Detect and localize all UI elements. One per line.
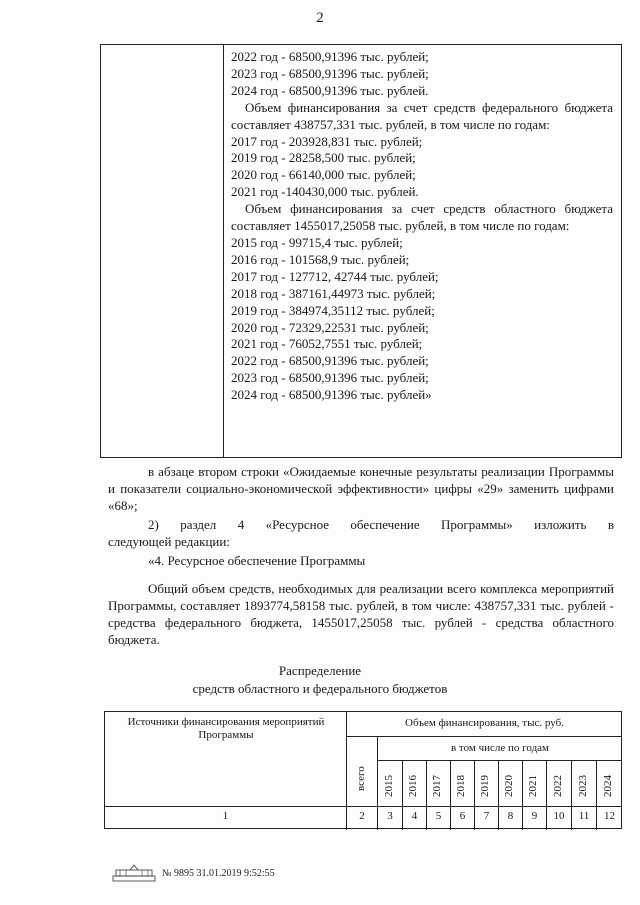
header-year: 2015 — [383, 775, 395, 797]
table-line: 2021 год - 76052,7551 тыс. рублей; — [231, 336, 423, 352]
header-total: всего — [355, 766, 367, 792]
table-line: 2024 год - 68500,91396 тыс. рублей. — [231, 82, 429, 98]
header-year: 2024 — [602, 775, 614, 797]
table-paragraph: Объем финансирования за счет средств областного бюджета составляет 1455017,25058 тыс. рублей, в том числе по годам: — [231, 201, 613, 234]
header-years: в том числе по годам — [450, 742, 550, 754]
column-number: 4 — [411, 810, 418, 822]
header-year: 2017 — [431, 775, 443, 797]
table-line: 2022 год - 68500,91396 тыс. рублей; — [231, 353, 429, 369]
header-year: 2019 — [479, 775, 491, 797]
paragraph-section4 — [108, 516, 614, 550]
distribution-title — [150, 662, 490, 698]
header-sources: Источники финансирования мероприятий Программы — [127, 716, 325, 741]
column-number: 2 — [359, 810, 365, 822]
table-line: 2023 год - 68500,91396 тыс. рублей; — [231, 370, 429, 386]
table-line: 2023 год - 68500,91396 тыс. рублей; — [231, 65, 429, 81]
table-line: 2024 год - 68500,91396 тыс. рублей» — [231, 387, 432, 403]
table-divider — [223, 45, 224, 457]
document-stamp: № 9895 31.01.2019 9:52:55 — [162, 867, 275, 879]
header-year: 2020 — [503, 775, 515, 797]
table-paragraph: Объем финансирования за счет средств федерального бюджета составляет 438757,331 тыс. рублей, в том числе по годам: — [231, 99, 613, 132]
paragraph-results: в абзаце втором строки «Ожидаемые конечные результаты реализации Программы и показатели социально-экономической эффективности» цифры «29» заменить цифрами «68»; — [108, 464, 614, 513]
column-number: 1 — [222, 810, 229, 822]
table-line: 2017 год - 127712, 42744 тыс. рублей; — [231, 268, 439, 284]
column-number: 12 — [604, 810, 615, 822]
header-year: 2021 — [527, 775, 539, 797]
program-passport-table — [100, 44, 622, 458]
header-year: 2023 — [577, 775, 589, 797]
header-year: 2016 — [407, 775, 419, 797]
table-cell-financing — [231, 49, 613, 404]
column-number: 11 — [578, 810, 590, 822]
column-number: 10 — [553, 810, 565, 822]
table-line: 2015 год - 99715,4 тыс. рублей; — [231, 234, 403, 250]
header-year: 2018 — [455, 775, 467, 797]
header-volume: Объем финансирования, тыс. руб. — [405, 717, 564, 729]
paragraph-total-volume: Общий объем средств, необходимых для реализации всего комплекса мероприятий Программы, составляет 1893774,58158 тыс. рублей, в том числе: 438757,331 тыс. рублей - средства федерального бюджета, 1455017,25058 тыс. рублей - средства областного бюджета. — [108, 581, 614, 647]
table-line: 2018 год - 387161,44973 тыс. рублей; — [231, 285, 436, 301]
column-number: 9 — [531, 810, 538, 822]
table-line: 2016 год - 101568,9 тыс. рублей; — [231, 251, 410, 267]
table-line: 2022 год - 68500,91396 тыс. рублей; — [231, 49, 429, 64]
page-number: 2 — [316, 10, 324, 26]
grid-line — [105, 806, 622, 807]
government-logo-icon — [112, 864, 156, 882]
grid-line — [346, 736, 622, 737]
footer — [112, 864, 275, 882]
column-number: 8 — [507, 810, 514, 822]
table-line: 2019 год - 384974,35112 тыс. рублей; — [231, 302, 435, 318]
header-year: 2022 — [552, 775, 564, 797]
table-line: 2020 год - 72329,22531 тыс. рублей; — [231, 319, 429, 335]
column-number: 6 — [459, 810, 466, 822]
section-heading: «4. Ресурсное обеспечение Программы — [148, 553, 366, 568]
table-line: 2017 год - 203928,831 тыс. рублей; — [231, 133, 423, 149]
financing-table — [104, 711, 622, 829]
table-line: 2021 год -140430,000 тыс. рублей. — [231, 184, 419, 200]
column-number: 5 — [435, 810, 442, 822]
distribution-title-line1: Распределение — [278, 663, 362, 678]
grid-line — [377, 760, 622, 761]
paragraph-section4-line2: следующей редакции: — [108, 534, 230, 549]
paragraph-section4-line1: 2) раздел 4 «Ресурсное обеспечение Программы» изложить в — [148, 517, 614, 532]
distribution-title-line2: средств областного и федерального бюджетов — [192, 681, 448, 696]
column-number: 7 — [483, 810, 490, 822]
column-number: 3 — [387, 810, 393, 822]
table-line: 2020 год - 66140,000 тыс. рублей; — [231, 167, 416, 183]
table-line: 2019 год - 28258,500 тыс. рублей; — [231, 150, 416, 166]
